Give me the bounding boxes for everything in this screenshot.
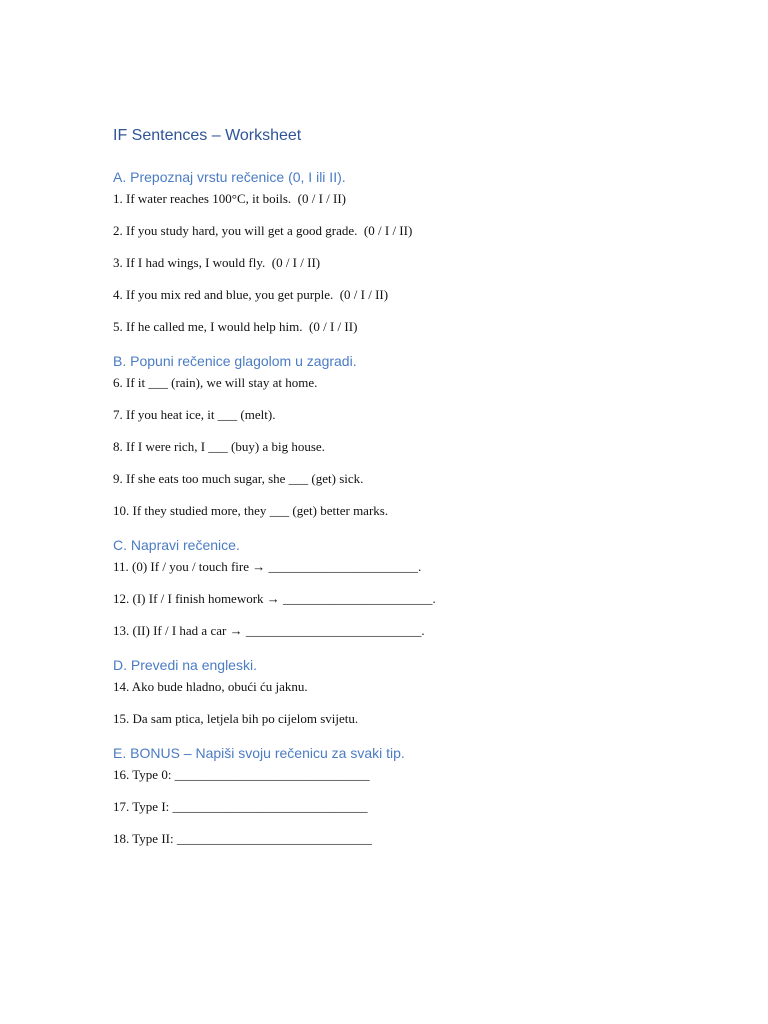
question-10: 10. If they studied more, they ___ (get) better marks. xyxy=(113,503,389,518)
section-c-heading: C. Napravi rečenice. xyxy=(113,537,240,553)
section-e-heading: E. BONUS – Napiši svoju rečenicu za svaki tip. xyxy=(113,745,405,761)
question-7: 7. If you heat ice, it ___ (melt). xyxy=(113,407,276,422)
question-17: 17. Type I: ______________________________ xyxy=(113,799,368,814)
section-a-heading: A. Prepoznaj vrstu rečenice (0, I ili II). xyxy=(113,169,346,185)
question-13: 13. (II) If / I had a car → ___________________________. xyxy=(113,623,425,638)
question-12: 12. (I) If / I finish homework → _______________________. xyxy=(113,591,436,606)
section-d xyxy=(113,654,673,736)
question-2: 2. If you study hard, you will get a good grade. (0 / I / II) xyxy=(113,223,413,238)
question-16: 16. Type 0: ______________________________ xyxy=(113,767,370,782)
question-18: 18. Type II: ______________________________ xyxy=(113,831,372,846)
question-15: 15. Da sam ptica, letjela bih po cijelom svijetu. xyxy=(113,711,359,726)
question-9: 9. If she eats too much sugar, she ___ (get) sick. xyxy=(113,471,364,486)
worksheet-title: IF Sentences – Worksheet xyxy=(113,127,302,144)
section-c xyxy=(113,534,673,648)
question-5: 5. If he called me, I would help him. (0 / I / II) xyxy=(113,319,358,334)
question-6: 6. If it ___ (rain), we will stay at home. xyxy=(113,375,318,390)
question-8: 8. If I were rich, I ___ (buy) a big house. xyxy=(113,439,325,454)
section-d-heading: D. Prevedi na engleski. xyxy=(113,657,257,673)
section-b-heading: B. Popuni rečenice glagolom u zagradi. xyxy=(113,353,357,369)
section-b xyxy=(113,350,673,528)
worksheet-page xyxy=(113,122,673,856)
section-e xyxy=(113,742,673,856)
question-4: 4. If you mix red and blue, you get purple. (0 / I / II) xyxy=(113,287,389,302)
question-11: 11. (0) If / you / touch fire → _______________________. xyxy=(113,559,422,574)
question-3: 3. If I had wings, I would fly. (0 / I / II) xyxy=(113,255,321,270)
question-14: 14. Ako bude hladno, obući ću jaknu. xyxy=(113,679,308,694)
section-a xyxy=(113,166,673,344)
question-1: 1. If water reaches 100°C, it boils. (0 / I / II) xyxy=(113,191,346,206)
